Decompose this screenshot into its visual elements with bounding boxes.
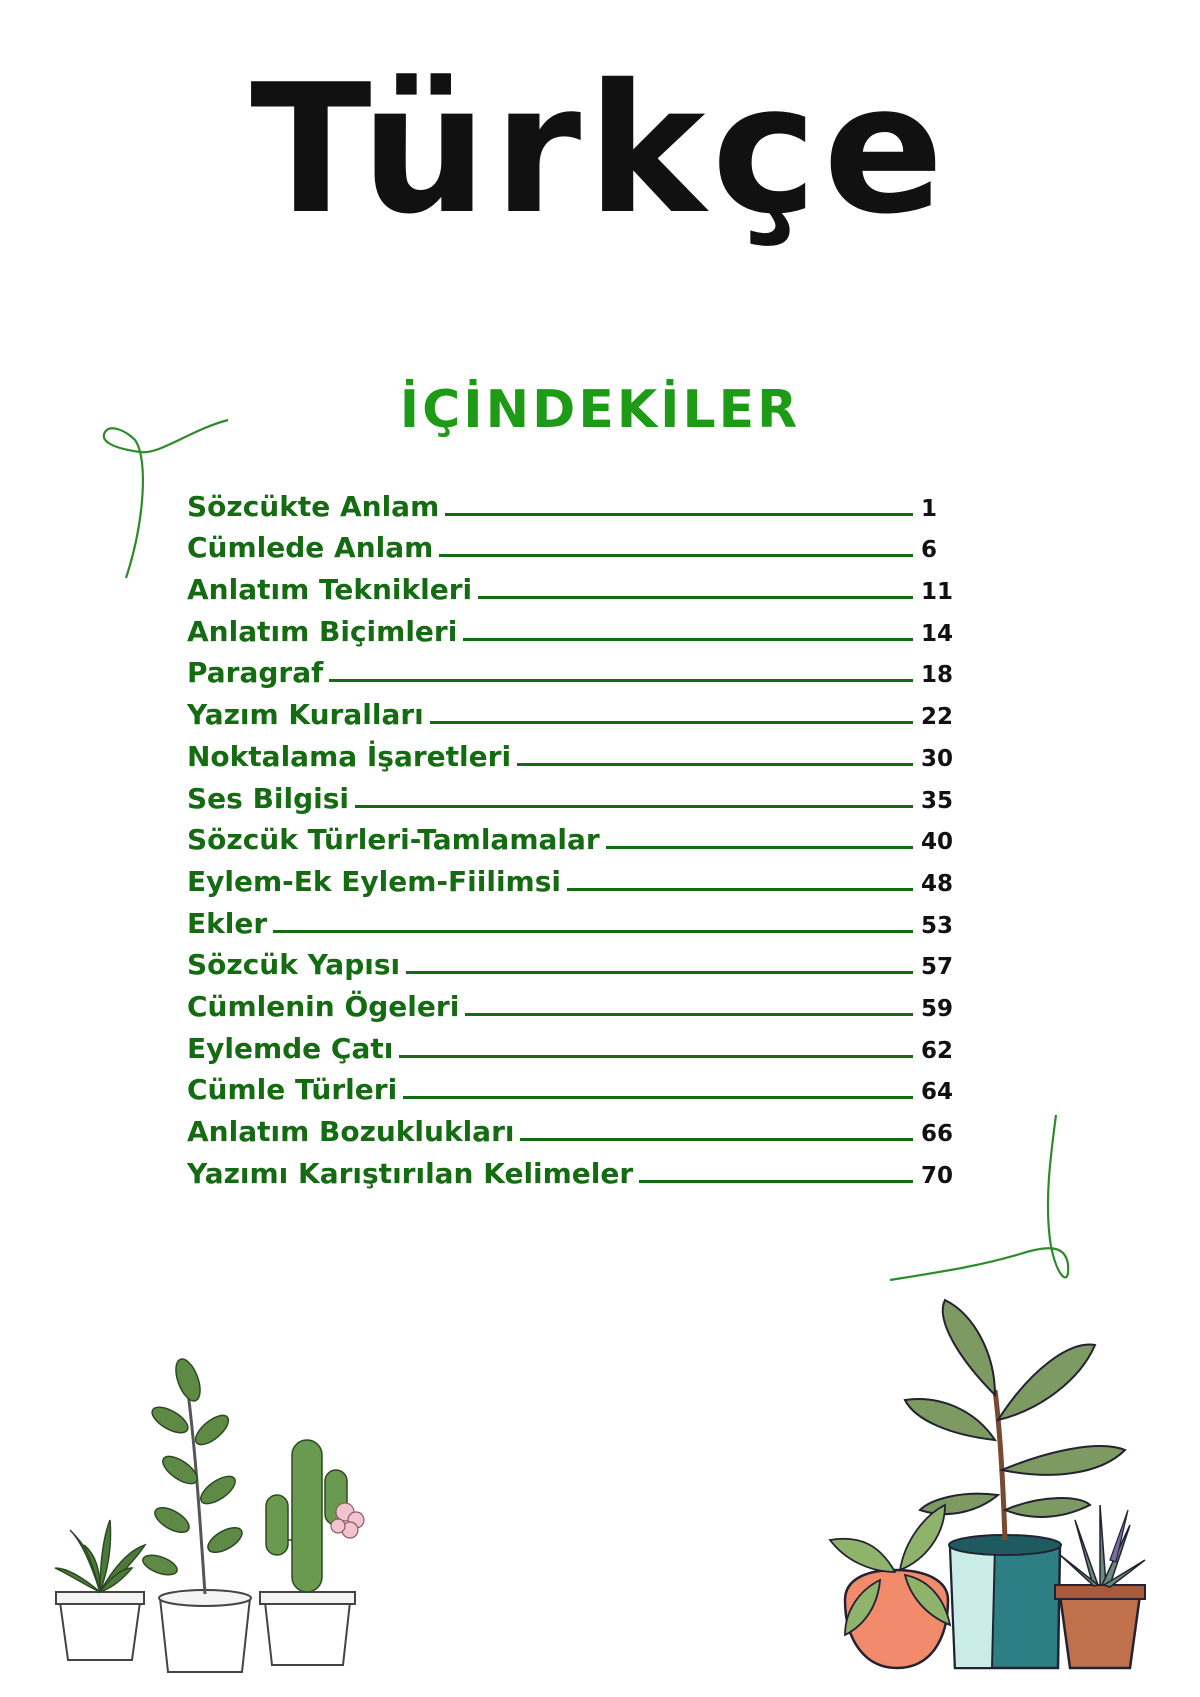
- toc-entry-page: 30: [921, 745, 954, 772]
- toc-entry-page: 11: [921, 579, 954, 606]
- toc-entry-page: 62: [921, 1037, 954, 1064]
- toc-entry-page: 48: [921, 870, 954, 897]
- toc-entry-label: Sözcük Türleri-Tamlamalar: [187, 823, 600, 857]
- toc-entry-page: 53: [921, 912, 954, 939]
- toc-entry-page: 70: [921, 1162, 954, 1189]
- toc-entry-label: Paragraf: [187, 656, 324, 690]
- toc-entry-page: 57: [921, 954, 954, 981]
- toc-entry-page: 64: [921, 1079, 954, 1106]
- toc-entry-label: Anlatım Teknikleri: [187, 573, 473, 607]
- toc-entry-label: Yazım Kuralları: [187, 698, 424, 732]
- toc-entry-label: Ekler: [187, 906, 268, 940]
- toc-entry-label: Sözcükte Anlam: [187, 489, 440, 523]
- toc-entry-page: 18: [921, 662, 954, 689]
- toc-entry-label: Sözcük Yapısı: [187, 948, 401, 982]
- page-title: Türkçe: [250, 46, 950, 253]
- toc-entry-label: Noktalama İşaretleri: [187, 739, 512, 773]
- toc-entry-label: Yazımı Karıştırılan Kelimeler: [187, 1156, 634, 1190]
- toc-entry-page: 22: [921, 704, 954, 731]
- toc-entry-label: Cümle Türleri: [187, 1073, 398, 1107]
- toc-entry-label: Ses Bilgisi: [187, 781, 350, 815]
- toc-entry-page: 6: [921, 537, 938, 564]
- toc-entry-page: 59: [921, 995, 954, 1022]
- toc-entry-page: 35: [921, 787, 954, 814]
- toc-entry-label: Cümlede Anlam: [187, 531, 434, 565]
- toc-entry-label: Eylemde Çatı: [187, 1031, 394, 1065]
- toc-heading: İÇİNDEKİLER: [399, 380, 801, 440]
- toc-entry-label: Cümlenin Ögeleri: [187, 989, 460, 1023]
- toc-entry-label: Anlatım Biçimleri: [187, 614, 458, 648]
- toc-entry-page: 14: [921, 620, 954, 647]
- toc-entry-page: 66: [921, 1121, 954, 1147]
- toc-entry-page: 40: [921, 829, 954, 856]
- toc-entry-page: 1: [921, 495, 938, 522]
- toc-entry-label: Anlatım Bozuklukları: [187, 1115, 515, 1148]
- toc-entry-label: Eylem-Ek Eylem-Fiilimsi: [187, 864, 561, 898]
